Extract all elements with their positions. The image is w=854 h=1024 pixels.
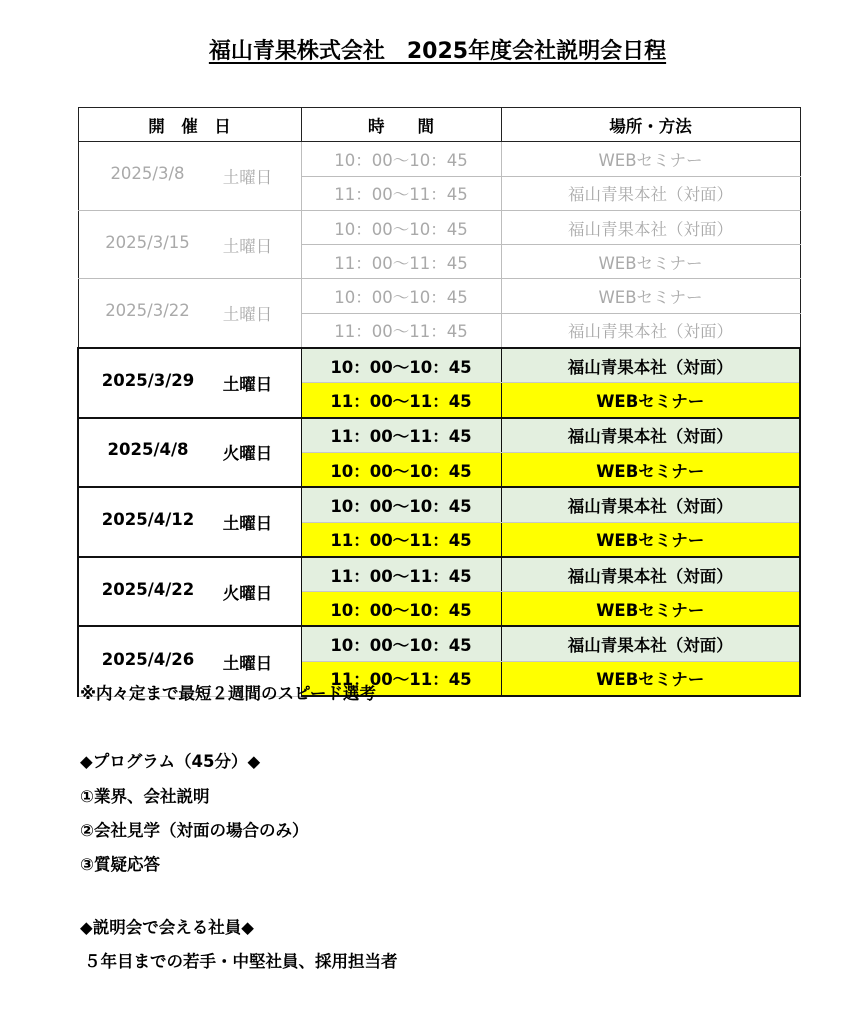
place-cell: 福山青果本社（対面） (501, 557, 800, 592)
event-weekday: 土曜日 (222, 653, 273, 673)
header-time: 時 間 (301, 108, 501, 142)
staff-heading: ◆説明会で会える社員◆ (80, 918, 254, 937)
table-row (78, 142, 800, 176)
table-row (78, 626, 800, 661)
place-cell: WEBセミナー (501, 592, 800, 627)
time-cell: 11：00～11：45 (301, 418, 501, 453)
table-row (78, 279, 800, 313)
place-cell: WEBセミナー (501, 383, 800, 418)
table-row (78, 210, 800, 244)
event-date: 2025/4/26 (101, 649, 195, 669)
date-cell (78, 487, 301, 557)
event-date: 2025/4/8 (107, 440, 189, 460)
place-cell: 福山青果本社（対面） (501, 313, 800, 348)
table-row (78, 418, 800, 453)
program-heading: ◆プログラム（45分）◆ (80, 752, 261, 771)
table-header-row (78, 108, 800, 142)
place-cell: 福山青果本社（対面） (501, 210, 800, 244)
date-cell (78, 348, 301, 418)
time-cell: 11：00～11：45 (301, 176, 501, 210)
header-place: 場所・方法 (501, 108, 800, 142)
event-date: 2025/3/15 (105, 232, 190, 252)
place-cell: WEBセミナー (501, 452, 800, 487)
place-cell: WEBセミナー (501, 661, 800, 696)
staff-text: ５年目までの若手・中堅社員、採用担当者 (84, 952, 398, 971)
date-cell (78, 279, 301, 348)
date-cell (78, 142, 301, 211)
time-cell: 10：00～10：45 (301, 592, 501, 627)
table-row (78, 348, 800, 383)
place-cell: WEBセミナー (501, 245, 800, 279)
time-cell: 10：00～10：45 (301, 348, 501, 383)
time-cell: 10：00～10：45 (301, 452, 501, 487)
time-cell: 10：00～10：45 (301, 487, 501, 522)
header-date: 開 催 日 (78, 108, 301, 142)
program-item: ②会社見学（対面の場合のみ） (80, 821, 309, 840)
speed-note: ※内々定まで最短２週間のスピード選考 (80, 684, 376, 703)
event-weekday: 火曜日 (222, 444, 273, 464)
event-weekday: 土曜日 (222, 236, 273, 256)
program-item: ①業界、会社説明 (80, 787, 210, 806)
program-item: ③質疑応答 (80, 855, 160, 874)
place-cell: 福山青果本社（対面） (501, 487, 800, 522)
time-cell: 11：00～11：45 (301, 661, 501, 696)
place-cell: WEBセミナー (501, 142, 800, 176)
event-date: 2025/4/12 (101, 510, 195, 530)
date-cell (78, 418, 301, 488)
table-row (78, 557, 800, 592)
place-cell: WEBセミナー (501, 522, 800, 557)
time-cell: 11：00～11：45 (301, 313, 501, 348)
place-cell: 福山青果本社（対面） (501, 176, 800, 210)
table-row (78, 487, 800, 522)
event-date: 2025/3/22 (105, 301, 190, 321)
time-cell: 10：00～10：45 (301, 626, 501, 661)
event-weekday: 土曜日 (222, 168, 273, 188)
date-cell (78, 557, 301, 627)
time-cell: 11：00～11：45 (301, 557, 501, 592)
time-cell: 11：00～11：45 (301, 383, 501, 418)
time-cell: 10：00～10：45 (301, 142, 501, 176)
date-cell (78, 210, 301, 279)
event-date: 2025/3/29 (101, 370, 195, 390)
place-cell: 福山青果本社（対面） (501, 418, 800, 453)
event-weekday: 土曜日 (222, 374, 273, 394)
time-cell: 10：00～10：45 (301, 279, 501, 313)
place-cell: 福山青果本社（対面） (501, 626, 800, 661)
time-cell: 10：00～10：45 (301, 210, 501, 244)
page-title: 福山青果株式会社 2025年度会社説明会日程 (208, 39, 667, 64)
time-cell: 11：00～11：45 (301, 522, 501, 557)
schedule-table (77, 107, 801, 697)
place-cell: 福山青果本社（対面） (501, 348, 800, 383)
event-date: 2025/3/8 (110, 164, 185, 184)
event-weekday: 土曜日 (222, 514, 273, 534)
place-cell: WEBセミナー (501, 279, 800, 313)
event-date: 2025/4/22 (101, 579, 195, 599)
event-weekday: 火曜日 (222, 583, 273, 603)
event-weekday: 土曜日 (222, 305, 273, 325)
schedule-body (78, 142, 800, 696)
time-cell: 11：00～11：45 (301, 245, 501, 279)
